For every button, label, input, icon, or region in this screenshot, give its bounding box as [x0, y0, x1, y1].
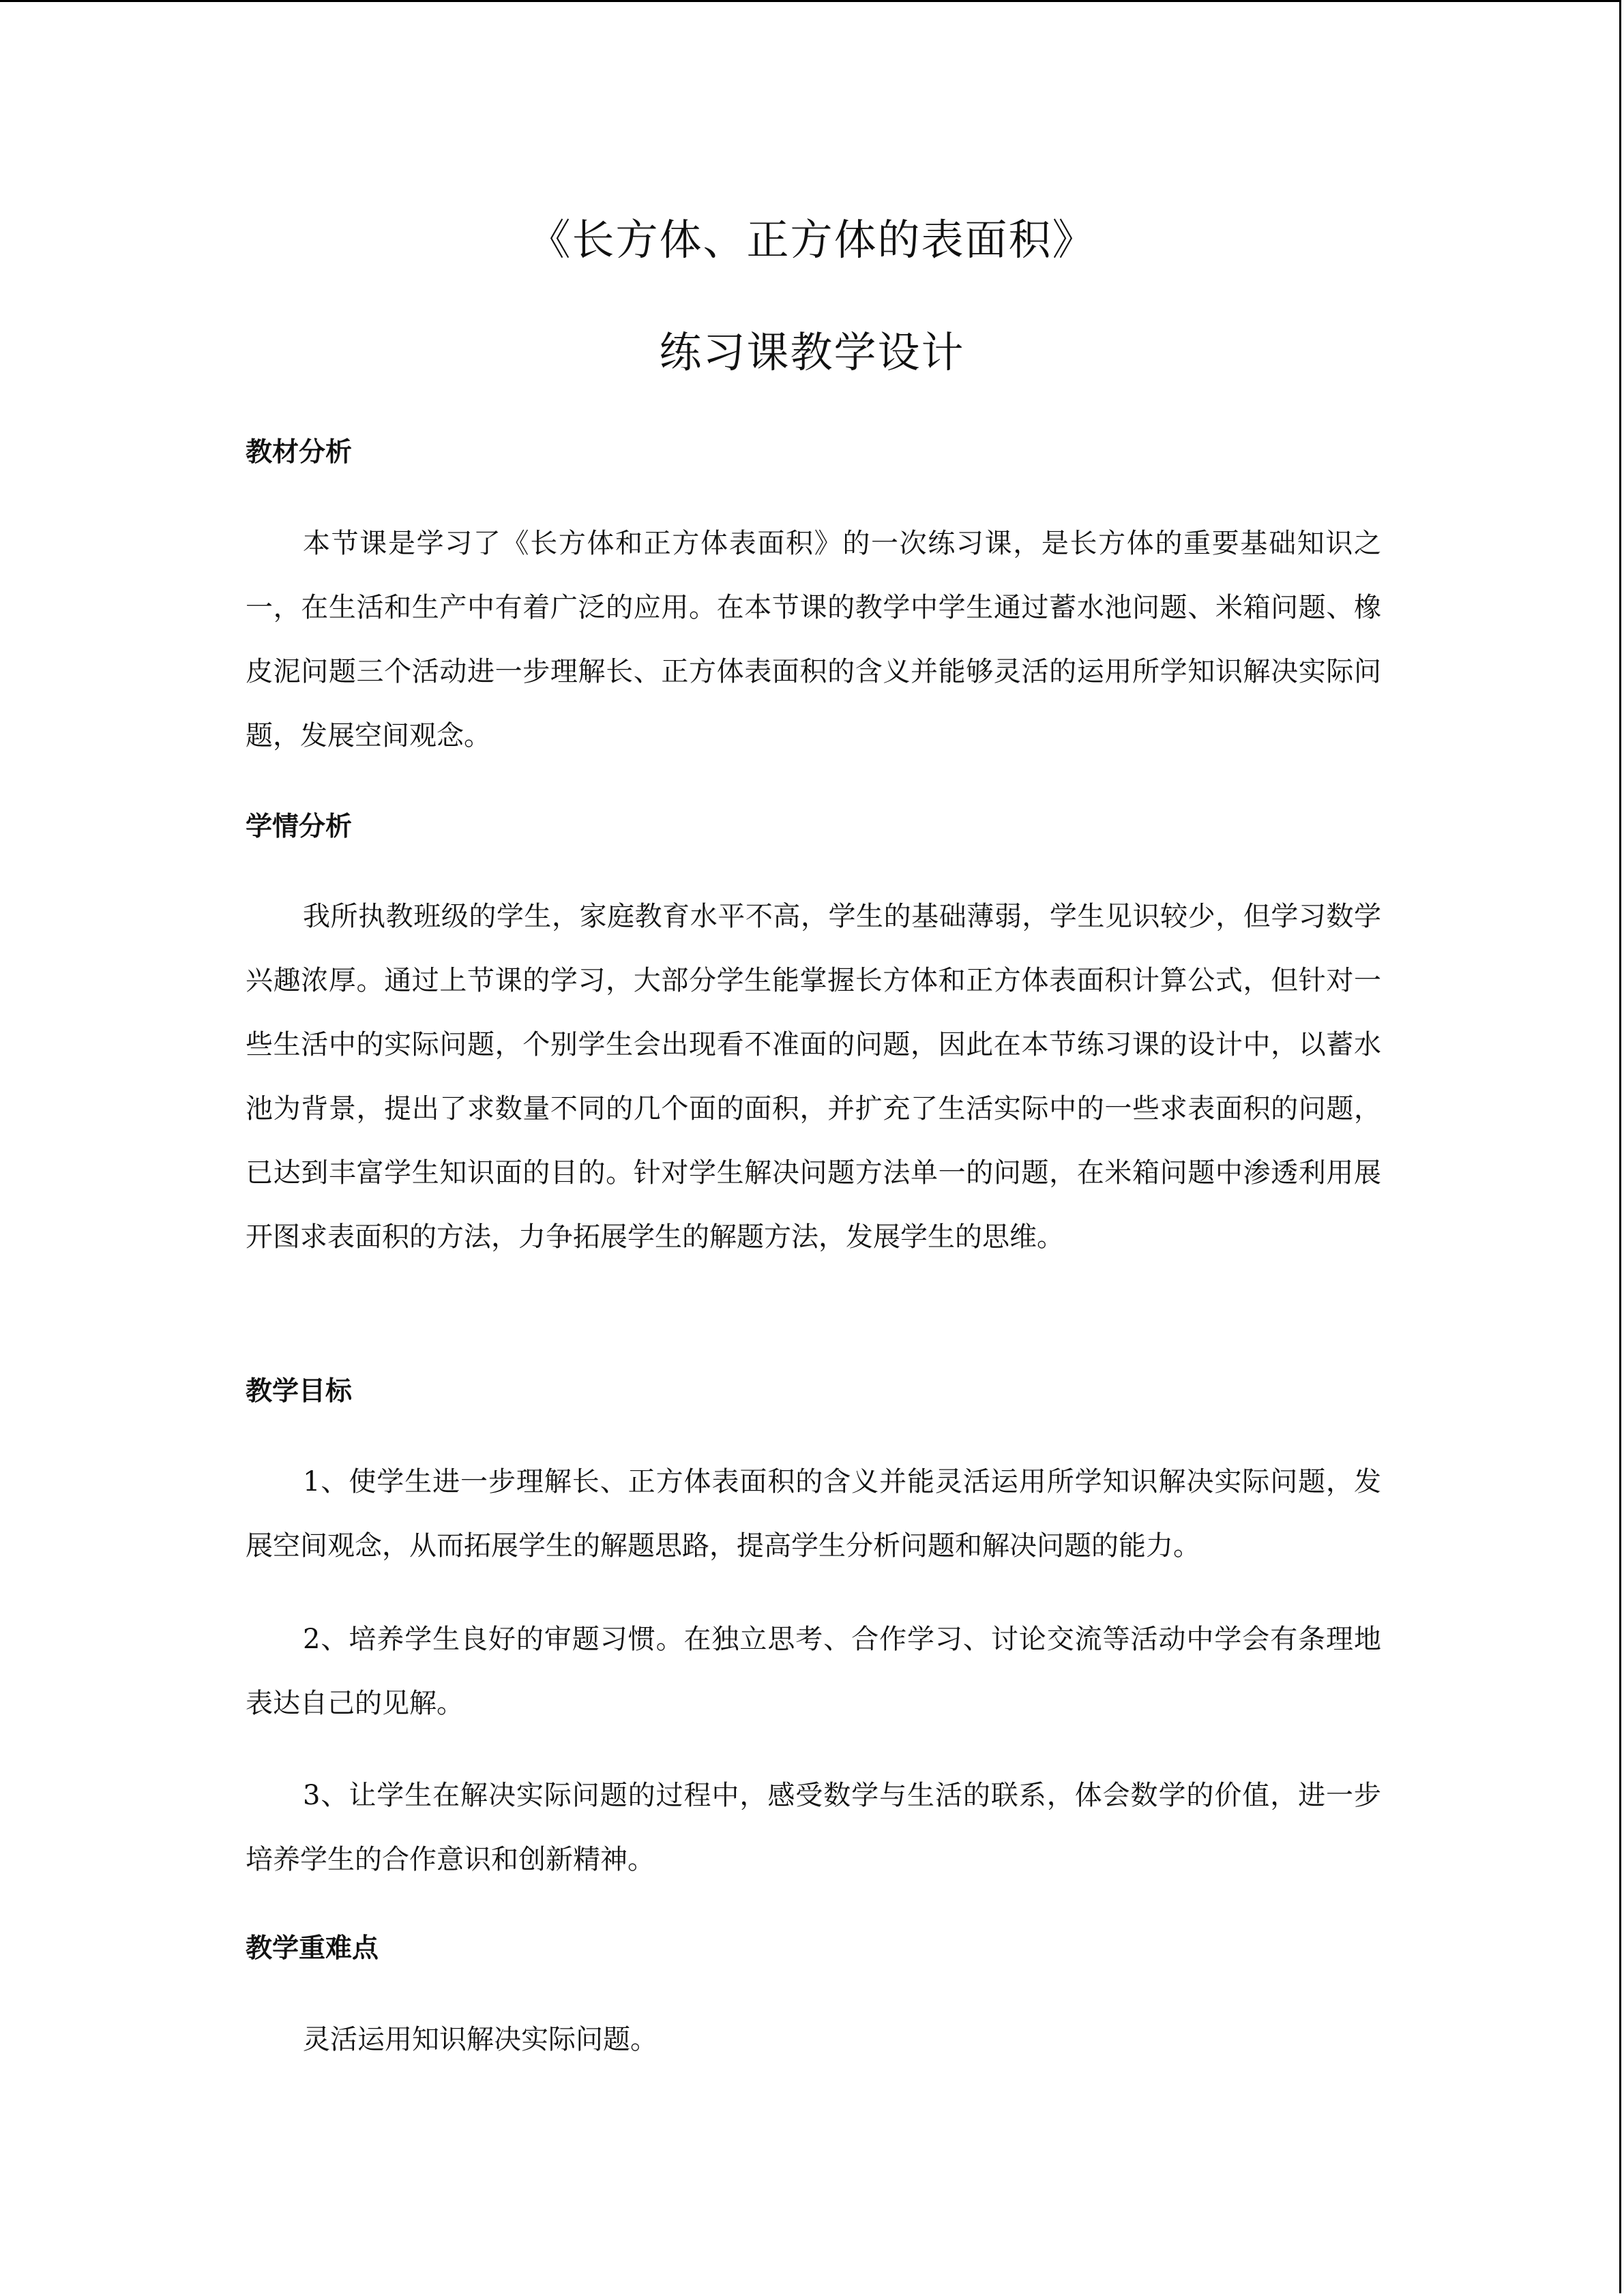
paragraph-goal-3: 3、让学生在解决实际问题的过程中，感受数学与生活的联系，体会数学的价值，进一步培养学生的合作意识和创新精神。	[246, 1780, 1381, 1875]
paragraph-student-analysis: 我所执教班级的学生，家庭教育水平不高，学生的基础薄弱，学生见识较少，但学习数学兴趣浓厚。通过上节课的学习，大部分学生能掌握长方体和正方体表面积计算公式，但针对一些生活中的实际问题，个别学生会出现看不准面的问题，因此在本节练习课的设计中，以蓄水池为背景，提出了求数量不同的几个面的面积，并扩充了生活实际中的一些求表面积的问题，已达到丰富学生知识面的目的。针对学生解决问题方法单一的问题，在米箱问题中渗透利用展开图求表面积的方法，力争拓展学生的解题方法，发展学生的思维。	[246, 901, 1381, 1253]
section-heading-student-analysis: 学情分析	[246, 811, 353, 842]
document-subtitle: 练习课教学设计	[659, 327, 965, 377]
document-title: 《长方体、正方体的表面积》	[528, 215, 1096, 265]
paragraph-textbook-analysis: 本节课是学习了《长方体和正方体表面积》的一次练习课，是长方体的重要基础知识之一，在生活和生产中有着广泛的应用。在本节课的教学中学生通过蓄水池问题、米箱问题、橡皮泥问题三个活动进一步理解长、正方体表面积的含义并能够灵活的运用所学知识解决实际问题，发展空间观念。	[246, 528, 1381, 751]
paragraph-key-points: 灵活运用知识解决实际问题。	[303, 2024, 658, 2055]
section-heading-key-points: 教学重难点	[246, 1933, 379, 1964]
section-heading-textbook-analysis: 教材分析	[246, 437, 353, 468]
paragraph-goal-1: 1、使学生进一步理解长、正方体表面积的含义并能灵活运用所学知识解决实际问题，发展空间观念，从而拓展学生的解题思路，提高学生分析问题和解决问题的能力。	[246, 1466, 1381, 1562]
section-heading-teaching-goals: 教学目标	[246, 1376, 353, 1407]
paragraph-goal-2: 2、培养学生良好的审题习惯。在独立思考、合作学习、讨论交流等活动中学会有条理地表达自己的见解。	[246, 1624, 1381, 1719]
